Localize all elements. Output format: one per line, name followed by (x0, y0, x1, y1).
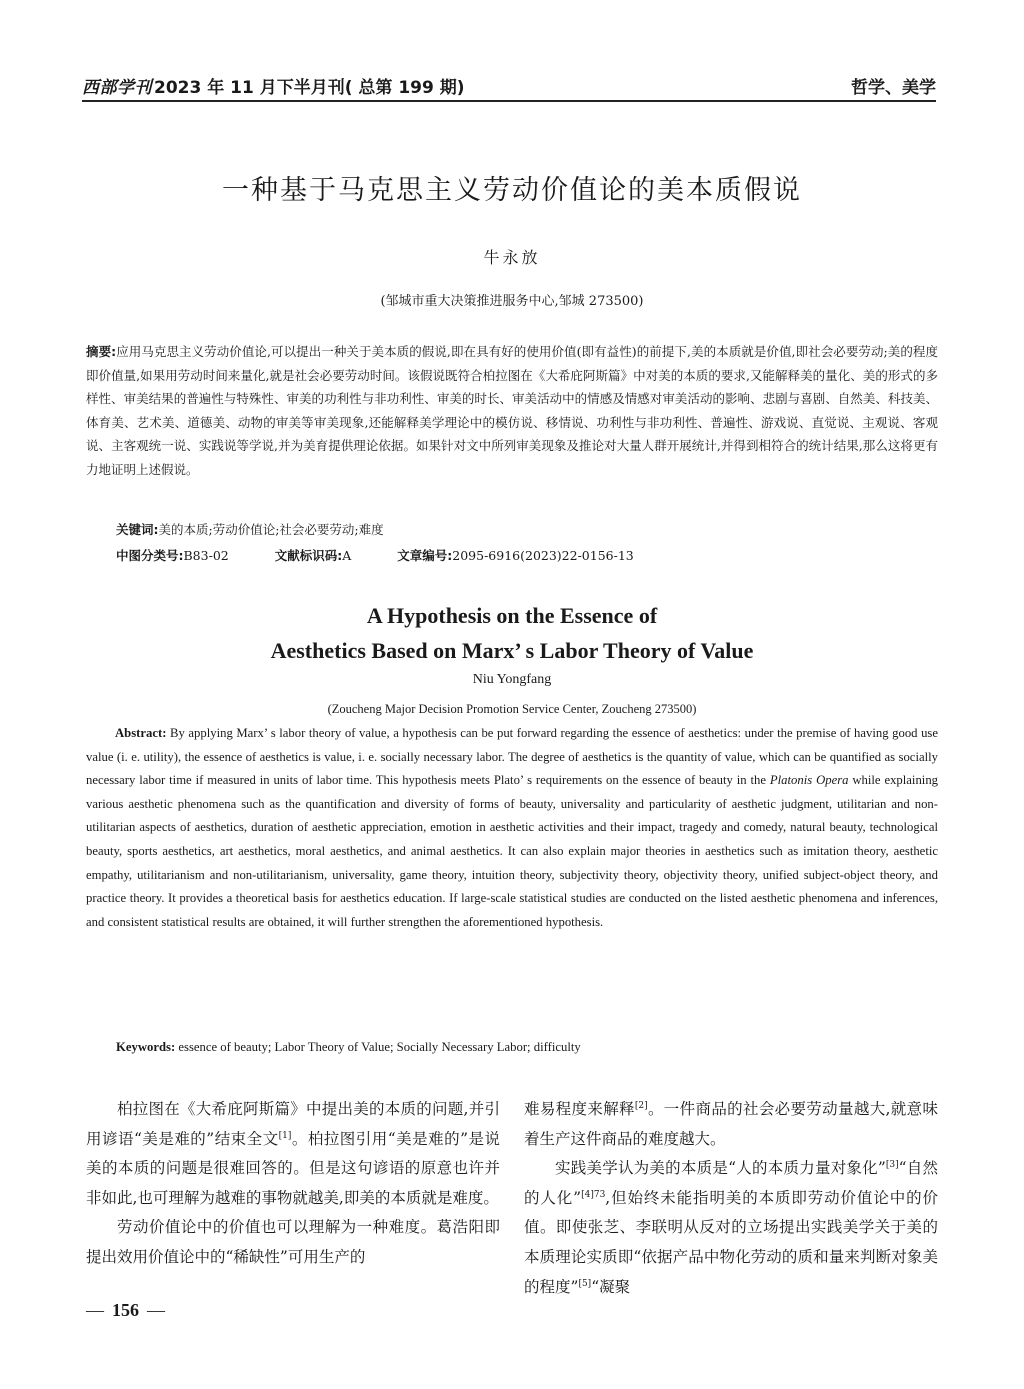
issue-info: 2023 年 11 月下半月刊( 总第 199 期) (154, 78, 465, 98)
body-text: ,但始终未能指明美的本质即劳动价值论中的价值。即使张芝、李联明从反对的立场提出实践美学关于美的本质理论实质即“依据产品中物化劳动的质和量来判断对象美的程度” (524, 1188, 938, 1296)
doc-label: 文献标识码: (274, 548, 343, 563)
abstract-zh-text: 应用马克思主义劳动价值论,可以提出一种关于美本质的假说,即在具有好的使用价值(即有益性)的前提下,美的本质就是价值,即社会必要劳动;美的程度即价值量,如果用劳动时间来量化,就是社会必要劳动时间。该假说既符合柏拉图在《大希庇阿斯篇》中对美的本质的要求,又能解释美的量化、美的形式的多样性、审美结果的普遍性与特殊性、审美的功利性与非功利性、审美的时长、审美活动中的情感及情感对审美活动的影响、悲剧与喜剧、自然美、科技美、体育美、艺术美、道德美、动物的审美等审美现象,还能解释美学理论中的模仿说、移情说、功利性与非功利性、普遍性、游戏说、直觉说、主观说、客观说、主客观统一说、实践说等学说,并为美育提供理论依据。如果针对文中所列审美现象及推论对大量人群开展统计,并得到相符合的统计结果,那么这将更有力地证明上述假说。 (86, 344, 938, 477)
body-text: 。柏拉图引用“美是难的”是说美的本质的问题是很难回答的。但是这句谚语的原意也许并非如此,也可理解为越难的事物就越美,即美的本质就是难度。 (86, 1129, 500, 1207)
section-name: 哲学、美学 (851, 78, 936, 98)
author-en: Niu Yongfang (472, 672, 552, 687)
body-text: 难易程度来解释 (524, 1100, 635, 1118)
clc-number (116, 546, 229, 564)
page-number: 156 (112, 1300, 139, 1320)
clc-label: 中图分类号: (116, 548, 184, 563)
title-zh: 一种基于马克思主义劳动价值论的美本质假说 (222, 175, 802, 206)
title-en (0, 598, 1024, 668)
clc-value: B83-02 (183, 548, 229, 563)
abstract-en-label: Abstract: (115, 726, 167, 740)
citation-ref: [4]73 (581, 1189, 606, 1200)
footer-dash-left: — (86, 1300, 104, 1320)
keywords-en-text: essence of beauty; Labor Theory of Value; Socially Necessary Labor; difficulty (178, 1040, 581, 1054)
body-paragraph (524, 1095, 938, 1154)
abstract-en-text2: while explaining various aesthetic phenomena such as the quantification and diversity of forms of beauty, universality and particularity of aesthetic judgment, utilitarian and non-utilitarian aspects of aesthetics, duration of aesthetic appreciation, emotion in aesthetic activities and their impact, tragedy and comedy, natural beauty, technological beauty, sports aesthetics, art aesthetics, moral aesthetics, and animal aesthetics. It can also explain major theories in aesthetics such as imitation theory, aesthetic empathy, utilitarianism and non-utilitarianism, universality, game theory, intuition theory, subjectivity theory, objectivity theory, unified subject-object theory, and practice theory. It provides a theoretical basis for aesthetics education. If large-scale statistical studies are conducted on the listed aesthetic phenomena and inferences, and consistent statistical results are obtained, it will further strengthen the aforementioned hypothesis. (86, 773, 939, 929)
body-paragraph (86, 1095, 500, 1213)
body-text: 实践美学认为美的本质是“人的本质力量对象化” (555, 1159, 886, 1178)
header-rule (82, 100, 936, 102)
abstract-en-italic: Platonis Opera (769, 773, 849, 788)
art-value: 2095-6916(2023)22-0156-13 (452, 548, 634, 563)
article-number (397, 546, 633, 564)
affiliation-zh: (邹城市重大决策推进服务中心,邹城 273500) (380, 294, 644, 309)
keywords-zh-label: 关键词: (116, 522, 159, 537)
body-paragraph (524, 1154, 938, 1302)
abstract-en-text: By applying Marx’ s labor theory of value, a hypothesis can be put forward regarding the essence of aesthetics: under the premise of having good use value (i. e. utility), the essence of aesthetics is value, i. e. socially necessary labor. The degree of aesthetics is the quantity of value, which can be quantified as socially necessary labor time if measured in units of labor time. This hypothesis meets Plato’ s requirements on the essence of beauty in the (86, 726, 939, 788)
title-en-line2: Aesthetics Based on Marx’ s Labor Theory of Value (270, 638, 754, 663)
citation-ref: [5] (578, 1278, 592, 1289)
affiliation-en: (Zoucheng Major Decision Promotion Service Center, Zoucheng 273500) (327, 702, 697, 716)
header-left (82, 73, 465, 98)
page-footer (86, 1300, 165, 1321)
doc-code (275, 546, 352, 564)
citation-ref: [1] (278, 1130, 292, 1141)
footer-dash-right: — (147, 1300, 165, 1320)
body-text: 柏拉图在《大希庇阿斯篇》中提出美的本质的问题,并引用谚语“美是难的”结束全文 (86, 1100, 500, 1148)
classification-line (116, 546, 938, 564)
abstract-zh (86, 340, 938, 481)
doc-value: A (342, 548, 352, 563)
body-text: “凝聚 (591, 1277, 631, 1296)
body-column-left (86, 1095, 500, 1273)
body-text: “自然的人化” (524, 1159, 938, 1207)
citation-ref: [3] (885, 1160, 899, 1171)
body-column-right (524, 1095, 938, 1302)
keywords-en-label: Keywords: (116, 1040, 176, 1054)
running-header (82, 64, 936, 98)
body-paragraph: 劳动价值论中的价值也可以理解为一种难度。葛浩阳即提出效用价值论中的“稀缺性”可用生产的 (86, 1218, 500, 1266)
citation-ref: [2] (634, 1100, 648, 1111)
art-label: 文章编号: (397, 548, 453, 563)
abstract-en (86, 722, 938, 934)
keywords-zh-text: 美的本质;劳动价值论;社会必要劳动;难度 (158, 522, 384, 537)
title-en-line1: A Hypothesis on the Essence of (366, 603, 658, 628)
author-zh: 牛永放 (483, 248, 541, 267)
keywords-en (116, 1040, 938, 1055)
body-text: 。一件商品的社会必要劳动量越大,就意味着生产这件商品的难度越大。 (524, 1100, 938, 1148)
keywords-zh (116, 520, 938, 538)
journal-name: 西部学刊 (82, 78, 152, 98)
abstract-zh-label: 摘要: (86, 344, 117, 359)
